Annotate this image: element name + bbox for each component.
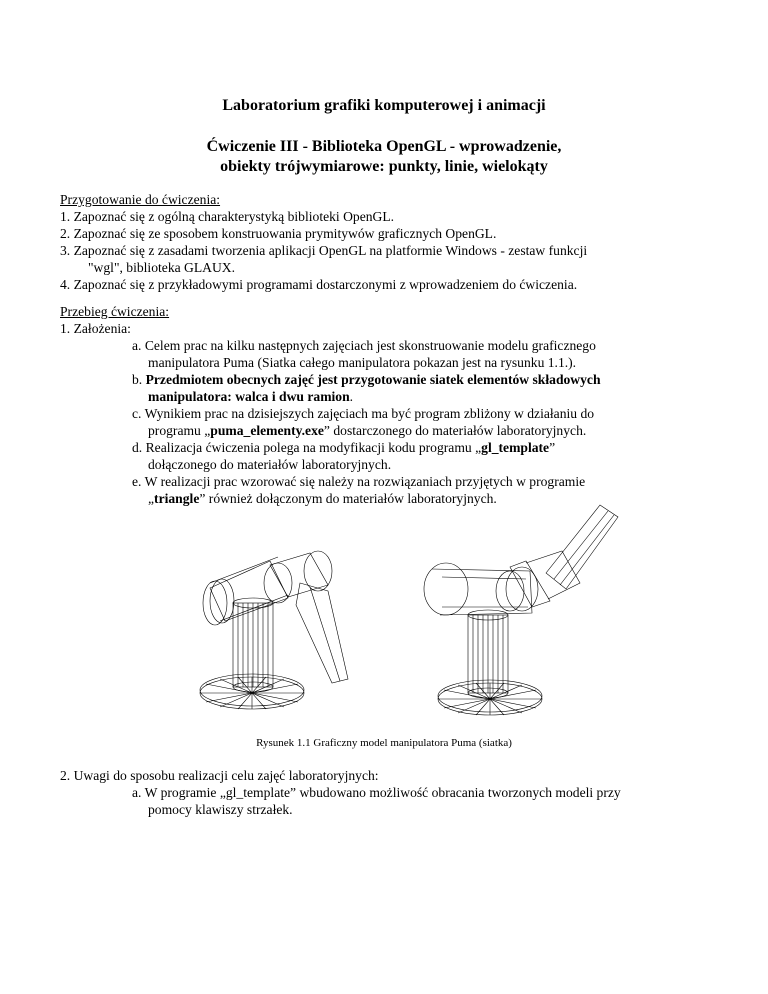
point-e-line1: e. W realizacji prac wzorować się należy na rozwiązaniach przyjętych w programie xyxy=(132,474,586,489)
point-d-line1: d. Realizacja ćwiczenia polega na modyfikacji kodu programu „gl_template” xyxy=(132,440,556,455)
exercise-title-line1: Ćwiczenie III - Biblioteka OpenGL - wprowadzenie, xyxy=(206,138,562,155)
point-a-line2: manipulatora Puma (Siatka całego manipulatora pokazan jest na rysunku 1.1.). xyxy=(148,355,577,370)
prep-item-2: 2. Zapoznać się ze sposobem konstruowania prymitywów graficznych OpenGL. xyxy=(60,226,497,241)
point-d-line2: dołączonego do materiałów laboratoryjnych. xyxy=(148,457,392,472)
figure-caption: Rysunek 1.1 Graficzny model manipulatora Puma (siatka) xyxy=(256,737,512,749)
point-c-line2: programu „puma_elementy.exe” dostarczonego do materiałów laboratoryjnych. xyxy=(148,423,587,438)
point-b-line1: b. Przedmiotem obecnych zajęć jest przygotowanie siatek elementów składowych xyxy=(132,372,601,387)
notes-point-a-line1: a. W programie „gl_template” wbudowano możliwość obracania tworzonych modeli przy xyxy=(132,785,621,800)
course-item-1: 1. Założenia: xyxy=(60,321,131,336)
point-c-line1: c. Wynikiem prac na dzisiejszych zajęciach ma być program zbliżony w działaniu do xyxy=(132,406,595,421)
point-e-line2: „triangle” również dołączonym do materiałów laboratoryjnych. xyxy=(148,491,497,506)
point-b-line2: manipulatora: walca i dwu ramion. xyxy=(148,389,354,404)
course-heading: Przebieg ćwiczenia: xyxy=(60,304,170,319)
point-a-line1: a. Celem prac na kilku następnych zajęciach jest skonstruowanie modelu graficznego xyxy=(132,338,596,353)
puma-manipulator-left xyxy=(200,551,348,709)
prep-item-3-cont: "wgl", biblioteka GLAUX. xyxy=(88,260,236,275)
page-title: Laboratorium grafiki komputerowej i animacji xyxy=(222,97,546,114)
exercise-title-line2: obiekty trójwymiarowe: punkty, linie, wielokąty xyxy=(220,158,548,175)
puma-wireframe-figure xyxy=(150,503,620,723)
notes-item-2: 2. Uwagi do sposobu realizacji celu zajęć laboratoryjnych: xyxy=(60,768,379,783)
prep-item-1: 1. Zapoznać się z ogólną charakterystyką biblioteki OpenGL. xyxy=(60,209,395,224)
prep-heading: Przygotowanie do ćwiczenia: xyxy=(60,192,221,207)
notes-point-a-line2: pomocy klawiszy strzałek. xyxy=(148,802,293,817)
prep-item-3: 3. Zapoznać się z zasadami tworzenia aplikacji OpenGL na platformie Windows - zestaw funkcji xyxy=(60,243,588,258)
prep-item-4: 4. Zapoznać się z przykładowymi programami dostarczonymi z wprowadzeniem do ćwiczenia. xyxy=(60,277,578,292)
puma-manipulator-right xyxy=(424,505,618,715)
